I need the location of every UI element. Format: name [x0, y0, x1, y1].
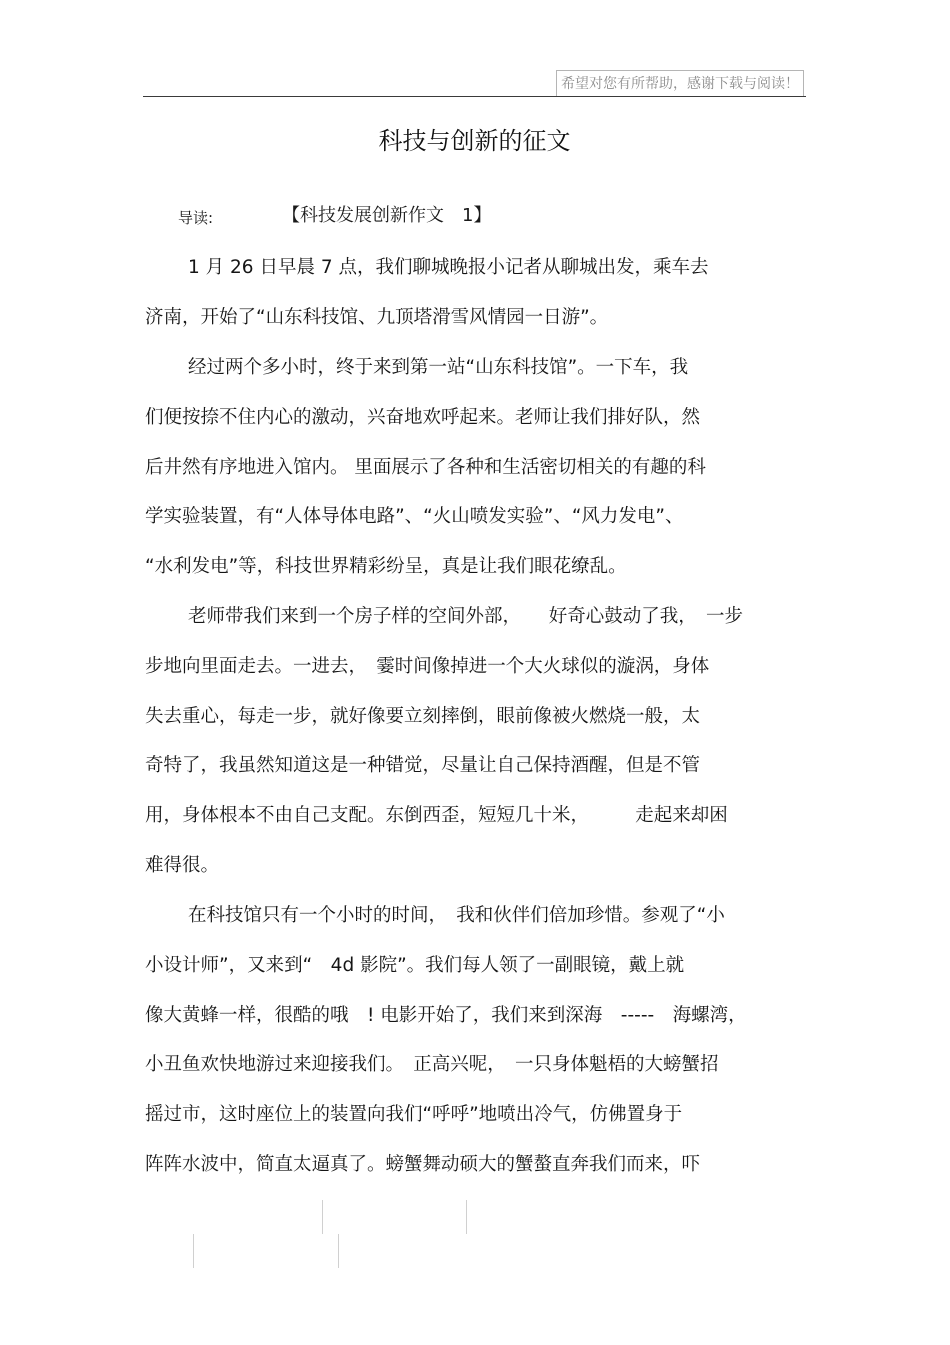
- table-border-fragment: [193, 1234, 194, 1268]
- header-divider: [143, 96, 806, 97]
- text-line: 后井然有序地进入馆内。 里面展示了各种和生活密切相关的有趣的科: [145, 457, 706, 478]
- guide-label: 导读:: [178, 209, 214, 227]
- document-title: 科技与创新的征文: [378, 127, 571, 155]
- text-line: 用，身体根本不由自己支配。东倒西歪，短短几十米， 走起来却困: [145, 805, 728, 826]
- text-line: 奇特了，我虽然知道这是一种错觉，尽量让自己保持酒醒，但是不管: [145, 755, 701, 776]
- text-line: 学实验装置，有“人体导体电路”、“火山喷发实验”、“风力发电”、: [145, 506, 684, 527]
- text-line: 在科技馆只有一个小时的时间， 我和伙伴们倍加珍惜。参观了“小: [188, 905, 725, 926]
- text-line: 失去重心，每走一步，就好像要立刻摔倒，眼前像被火燃烧一般，太: [145, 706, 701, 727]
- text-line: “水利发电”等，科技世界精彩纷呈，真是让我们眼花缭乱。: [145, 556, 627, 577]
- table-border-fragment: [466, 1200, 467, 1234]
- table-border-fragment: [338, 1234, 339, 1268]
- text-line: 难得很。: [145, 855, 220, 876]
- text-line: 步地向里面走去。一进去， 霎时间像掉进一个大火球似的漩涡，身体: [145, 656, 710, 677]
- text-line: 小设计师”，又来到“ 4d 影院”。我们每人领了一副眼镜，戴上就: [145, 955, 685, 976]
- text-line: 们便按捺不住内心的激动，兴奋地欢呼起来。老师让我们排好队，然: [145, 407, 701, 428]
- table-border-fragment: [322, 1200, 323, 1234]
- text-line: 1 月 26 日早晨 7 点，我们聊城晚报小记者从聊城出发，乘车去: [188, 257, 709, 278]
- text-line: 阵阵水波中，简直太逼真了。螃蟹舞动硕大的蟹螯直奔我们而来，吓: [145, 1154, 701, 1175]
- text-line: 经过两个多小时，终于来到第一站“山东科技馆”。一下车，我: [188, 357, 689, 378]
- text-line: 济南，开始了“山东科技馆、九顶塔滑雪风情园一日游”。: [145, 307, 609, 328]
- guide-value: 【科技发展创新作文 1】: [282, 205, 492, 226]
- text-line: 小丑鱼欢快地游过来迎接我们。 正高兴呢， 一只身体魁梧的大螃蟹招: [145, 1054, 719, 1075]
- header-banner: 希望对您有所帮助，感谢下载与阅读！: [556, 70, 804, 96]
- text-line: 摇过市，这时座位上的装置向我们“呼呼”地喷出冷气，仿佛置身于: [145, 1104, 683, 1125]
- text-line: 老师带我们来到一个房子样的空间外部， 好奇心鼓动了我， 一步: [188, 606, 744, 627]
- text-line: 像大黄蜂一样，很酷的哦 ! 电影开始了，我们来到深海 ----- 海螺湾，: [145, 1005, 747, 1026]
